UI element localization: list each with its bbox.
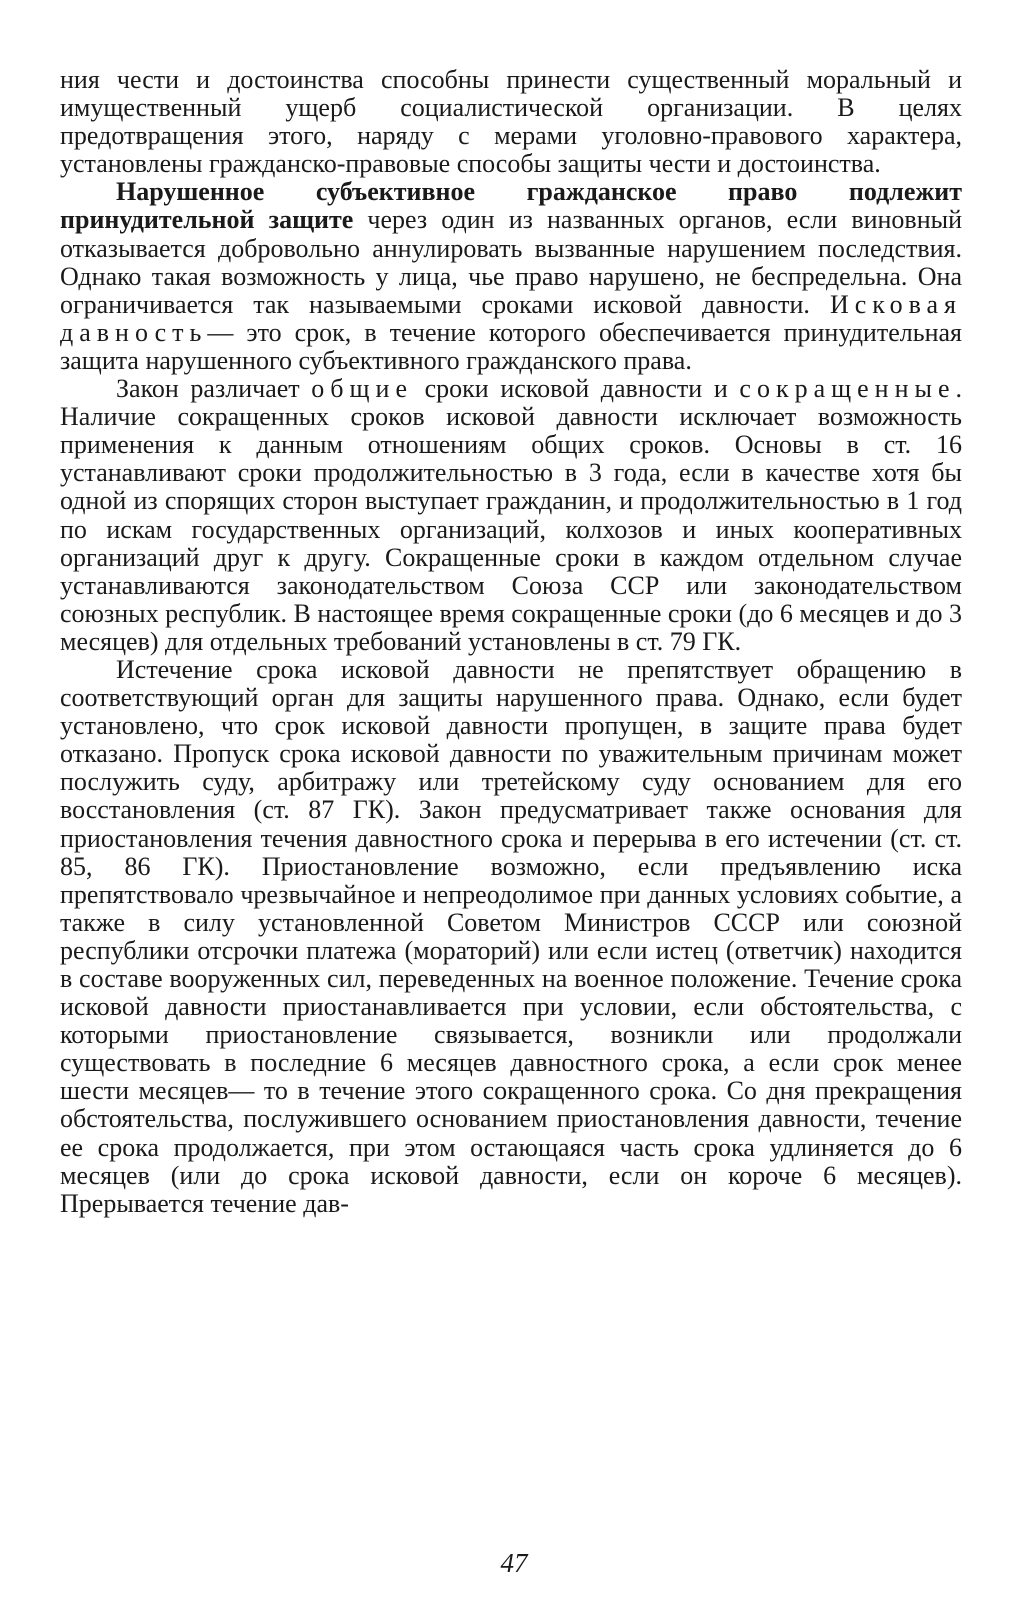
paragraph-1-text: ния чести и достоинства способны принести существенный моральный и имущественный ущерб социалистической организации. В целях предотвращения этого, наряду с мерами уголовно-правового характера, установлены гражданско-правовые способы защиты чести и достоинства. — [60, 65, 962, 179]
paragraph-3-spaced-1: общие — [311, 374, 413, 404]
paragraph-3 — [60, 375, 962, 656]
paragraph-2-text-2: — это срок, в течение которого обеспечивается принудительная защита нарушенного субъективного гражданского права. — [60, 317, 962, 375]
paragraph-2-spaced-term: Исковая давность — [60, 289, 962, 347]
paragraph-4 — [60, 656, 962, 1218]
paragraph-3-text-2: сроки исковой давности и — [413, 374, 740, 404]
paragraph-2 — [60, 178, 962, 375]
paragraph-1 — [60, 66, 962, 178]
paragraph-2-text-1: через один из названных органов, если виновный отказывается добровольно аннулировать вызванные нарушением последствия. Однако такая возможность у лица, чье право нарушено, не беспредельна. Она ограничивается так называемыми сроками исковой давности. — [60, 205, 962, 319]
paragraph-3-text-3: . Наличие сокращенных сроков исковой давности исключает возможность применения к данным отношениям общих сроков. Основы в ст. 16 устанавливают сроки продолжительностью в 3 года, если в качестве хотя бы одной из спорящих сторон выступает гражданин, и продолжительностью в 1 год по искам государственных организаций, колхозов и иных кооперативных организаций друг к другу. Сокращенные сроки в каждом отдельном случае устанавливаются законодательством Союза ССР или законодательством союзных республик. В настоящее время сокращенные сроки (до 6 месяцев и до 3 месяцев) для отдельных требований установлены в ст. 79 ГК. — [60, 374, 963, 656]
paragraph-4-text: Истечение срока исковой давности не препятствует обращению в соответствующий орган для защиты нарушенного права. Однако, если будет установлено, что срок исковой давности пропущен, в защите права будет отказано. Пропуск срока исковой давности по уважительным причинам может послужить суду, арбитражу или третейскому суду основанием для его восстановления (ст. 87 ГК). Закон предусматривает также основания для приостановления течения давностного срока и перерыва в его истечении (ст. ст. 85, 86 ГК). Приостановление возможно, если предъявлению иска препятствовало чрезвычайное и непреодолимое при данных условиях событие, а также в силу установленной Советом Министров СССР или союзной республики отсрочки платежа (мораторий) или если истец (ответчик) находится в составе вооруженных сил, переведенных на военное положение. Течение срока исковой давности приостанавливается при условии, если обстоятельства, с которыми приостановление связывается, возникли или продолжали существовать в последние 6 месяцев давностного срока, а если срок менее шести месяцев— то в течение этого сокращенного срока. Со дня прекращения обстоятельства, послужившего основанием приостановления давности, течение ее срока продолжается, при этом остающаяся часть срока удлиняется до 6 месяцев (или до срока исковой давности, если он короче 6 месяцев). Прерывается течение дав- — [60, 654, 962, 1218]
page-body — [60, 66, 962, 1218]
paragraph-2-bold-lead: Нарушенное субъективное гражданское право подлежит принудительной защите — [60, 177, 962, 235]
paragraph-3-text-1: Закон различает — [116, 374, 312, 404]
page-number: 47 — [500, 1548, 528, 1578]
paragraph-3-spaced-2: сокращенные — [739, 374, 956, 404]
